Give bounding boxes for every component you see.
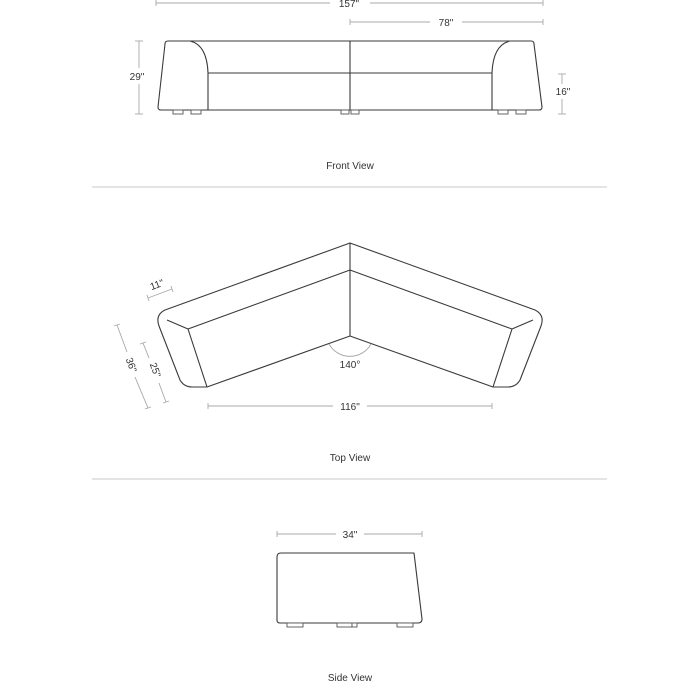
dim-36: 36" xyxy=(122,356,139,374)
side-view xyxy=(277,530,422,684)
section-width-dimension xyxy=(350,18,543,29)
top-view xyxy=(114,243,542,464)
front-sofa-drawing xyxy=(158,41,542,114)
arm-width-dimension xyxy=(147,278,173,301)
side-view-label: Side View xyxy=(327,673,373,684)
dim-78: 78" xyxy=(438,18,454,29)
height-dimension xyxy=(130,41,145,114)
side-depth-dimension xyxy=(277,530,422,541)
dim-140-angle: 140° xyxy=(339,360,361,371)
dim-157: 157" xyxy=(338,0,360,10)
seat-height-dimension xyxy=(556,74,571,114)
seat-depth-dimension xyxy=(140,342,169,403)
dim-34: 34" xyxy=(342,530,358,541)
dim-11: 11" xyxy=(148,277,166,294)
front-view-label: Front View xyxy=(326,161,374,172)
overall-width-dimension xyxy=(156,0,543,10)
dim-25: 25" xyxy=(146,361,163,379)
dim-116: 116" xyxy=(340,402,360,413)
angle-arc xyxy=(329,344,371,356)
top-view-label: Top View xyxy=(329,453,371,464)
depth-dimension xyxy=(114,324,151,409)
dim-29: 29" xyxy=(129,72,145,83)
front-view xyxy=(130,0,571,172)
dim-16: 16" xyxy=(555,87,571,98)
inner-width-dimension xyxy=(208,402,492,413)
side-sofa-drawing xyxy=(277,553,422,627)
